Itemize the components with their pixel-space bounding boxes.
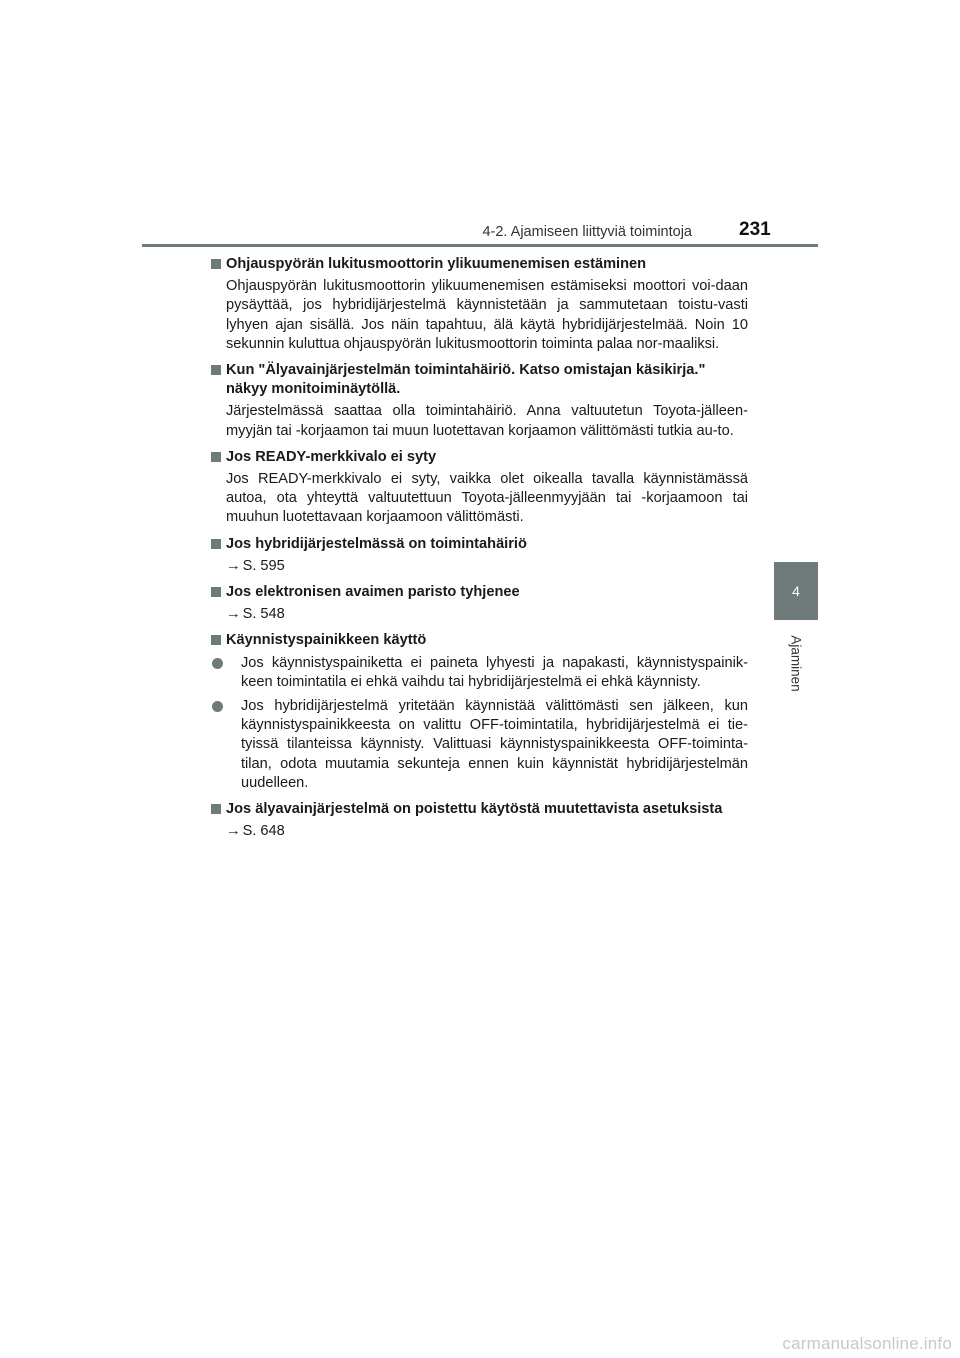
square-bullet-icon: [211, 635, 221, 645]
square-bullet-icon: [211, 259, 221, 269]
page-reference[interactable]: → S. 548: [226, 605, 748, 624]
square-bullet-icon: [211, 804, 221, 814]
page-reference[interactable]: → S. 595: [226, 557, 748, 576]
section-heading: Ohjauspyörän lukitusmoottorin ylikuumenemisen estäminen: [211, 255, 748, 274]
list-item: Jos käynnistyspainiketta ei paineta lyhyesti ja napakasti, käynnistyspainik-keen toimintatila ei ehkä vaihdu tai hybridijärjestelmä ei ehkä käynnisty.: [211, 654, 748, 692]
square-bullet-icon: [211, 539, 221, 549]
section-body: Järjestelmässä saattaa olla toimintahäiriö. Anna valtuutetun Toyota-jälleen-myyjän tai -korjaamon tai muun luotettavan korjaamon välittömästi tutkia au-to.: [226, 403, 748, 439]
circle-bullet-icon: [212, 701, 223, 712]
square-bullet-icon: [211, 365, 221, 375]
square-bullet-icon: [211, 587, 221, 597]
page-header: [0, 0, 960, 250]
page-number: 231: [739, 219, 771, 240]
arrow-right-icon: →: [226, 557, 241, 574]
section-start-button: [211, 631, 748, 793]
chapter-label: Ajaminen: [788, 634, 804, 692]
section-heading: Käynnistyspainikkeen käyttö: [211, 631, 748, 650]
section-key-battery: [211, 583, 748, 624]
section-heading: Jos elektronisen avaimen paristo tyhjenee: [211, 583, 748, 602]
list-item: Jos hybridijärjestelmä yritetään käynnistää välittömästi sen jälkeen, kun käynnistyspainikkeesta on valittu OFF-toimintatila, hybridijärjestelmä ei tie-tyissä tilanteissa käynnisty. Valittuasi käynnistyspainikkeesta OFF-toiminta-tilan, odota muutamia sekunteja ennen kuin käynnistät hybridijärjestelmän uudelleen.: [211, 697, 748, 793]
section-ready-light: [211, 448, 748, 528]
section-body: Jos READY-merkkivalo ei syty, vaikka olet oikealla tavalla käynnistämässä autoa, ota yhteyttä valtuutettuun Toyota-jälleenmyyjään tai -korjaamoon tai muuhun luotettavaan korjaamoon välittömästi.: [226, 471, 748, 526]
section-smart-key-disabled: [211, 800, 748, 841]
chapter-tab: [774, 562, 818, 620]
section-heading: Kun "Älyavainjärjestelmän toimintahäiriö. Katso omistajan käsikirja." näkyy monitoiminäytöllä.: [211, 361, 748, 399]
watermark: carmanualsonline.info: [782, 1334, 952, 1353]
square-bullet-icon: [211, 452, 221, 462]
section-steering-lock: [211, 255, 748, 354]
section-heading: Jos hybridijärjestelmässä on toimintahäiriö: [211, 535, 748, 554]
main-content: [211, 255, 748, 848]
section-smart-key-malfunction: [211, 361, 748, 441]
section-body: Ohjauspyörän lukitusmoottorin ylikuumenemisen estämiseksi moottori voi-daan pysäyttää, jos hybridijärjestelmä käynnistetään ja sammutetaan toistu-vasti lyhyen ajan sisällä. Jos näin tapahtuu, älä käytä hybridijärjestelmää. Noin 10 sekunnin kuluttua ohjauspyörän lukitusmoottorin toiminta palaa nor-maaliksi.: [226, 278, 748, 352]
chapter-label-wrapper: [780, 628, 812, 698]
chapter-number: 4: [792, 583, 800, 599]
section-title: 4-2. Ajamiseen liittyviä toimintoja: [482, 224, 692, 240]
arrow-right-icon: →: [226, 823, 241, 840]
section-heading: Jos älyavainjärjestelmä on poistettu käytöstä muutettavista asetuksista: [211, 800, 748, 819]
arrow-right-icon: →: [226, 606, 241, 623]
circle-bullet-icon: [212, 658, 223, 669]
header-rule: [142, 244, 818, 247]
section-heading: Jos READY-merkkivalo ei syty: [211, 448, 748, 467]
section-hybrid-malfunction: [211, 535, 748, 576]
page-reference[interactable]: → S. 648: [226, 822, 748, 841]
